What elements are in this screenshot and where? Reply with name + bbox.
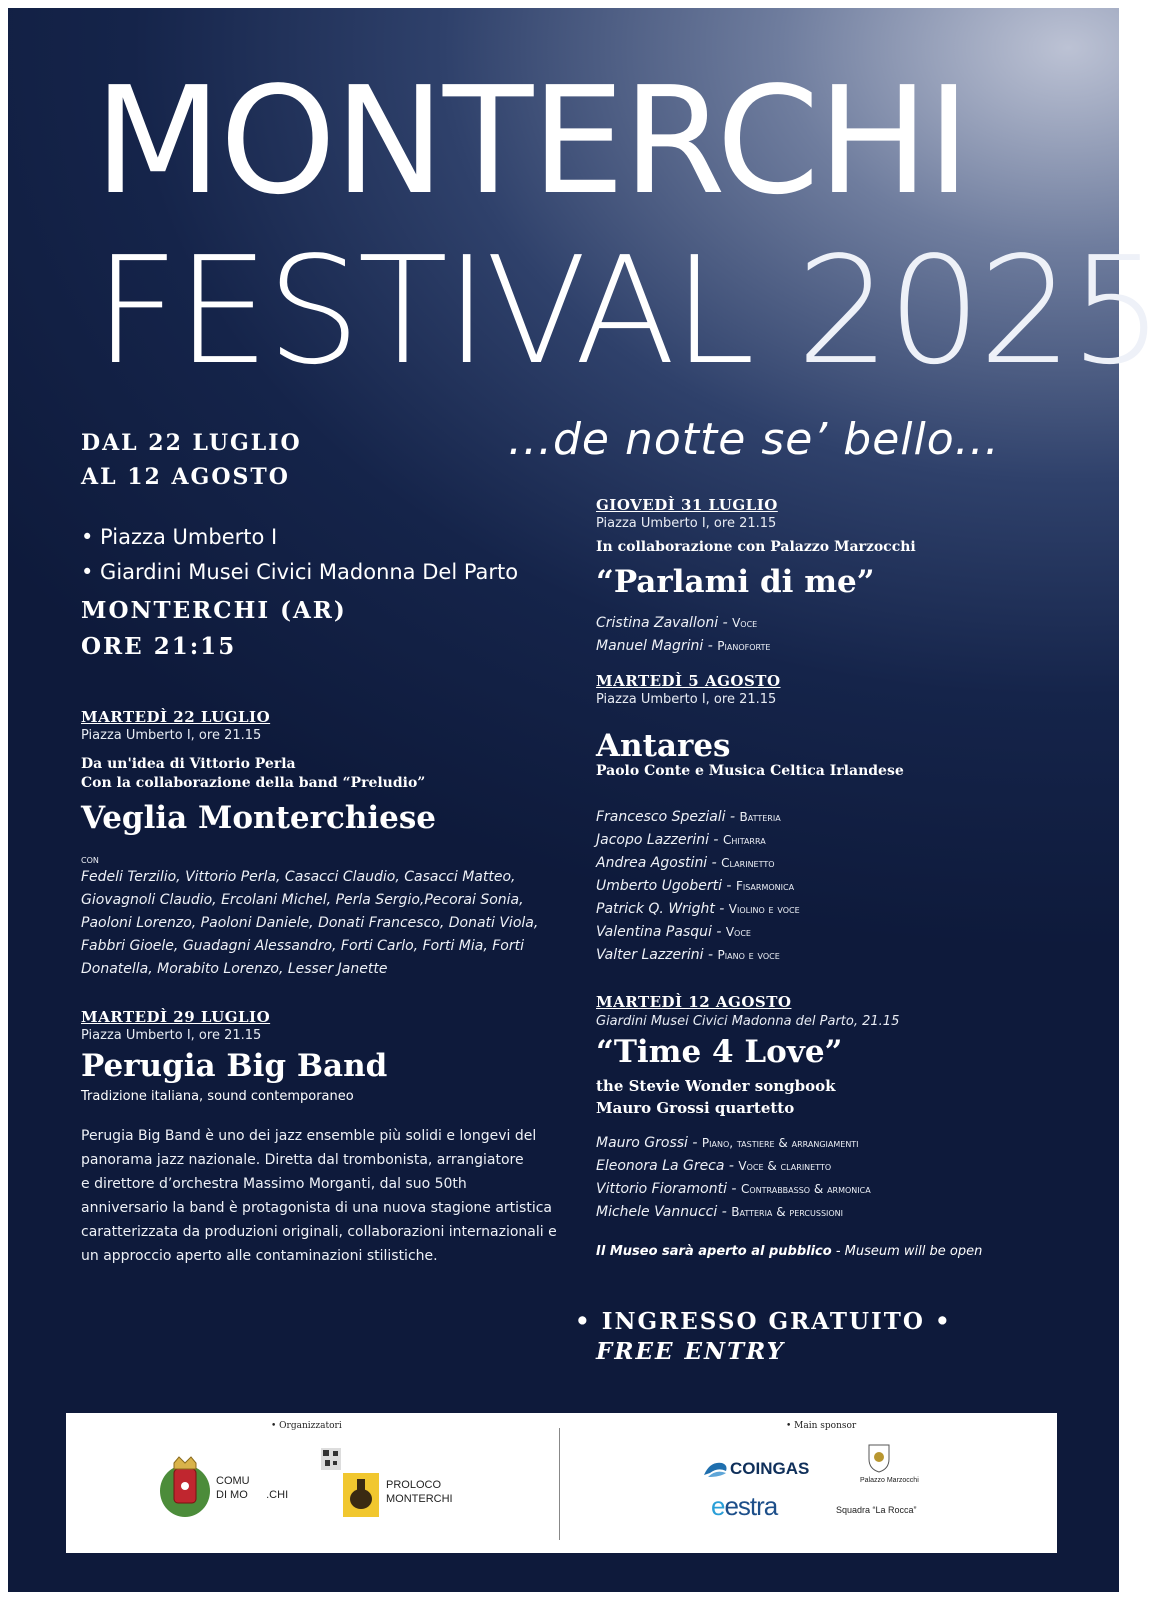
festival-title-line1: MONTERCHI [94, 55, 969, 227]
performer: Michele Vannucci - Batteria & percussioni [596, 1204, 844, 1220]
event2-day: MARTEDÌ 29 LUGLIO [81, 1008, 271, 1026]
event1-con: con [81, 852, 99, 866]
description-line: e direttore d’orchestra Massimo Morganti, dal suo 50th [81, 1176, 467, 1192]
comune-crest-icon [158, 1453, 212, 1519]
poster [8, 8, 1161, 1592]
event5-performers [596, 1132, 871, 1224]
event2-title: Perugia Big Band [81, 1048, 388, 1084]
performer: Valter Lazzerini - Piano e voce [596, 947, 780, 963]
event3-note: In collaborazione con Palazzo Marzocchi [596, 539, 916, 555]
description-line: panorama jazz nazionale. Diretta dal trombonista, arrangiatore [81, 1152, 524, 1168]
event2-place: Piazza Umberto I, ore 21.15 [81, 1028, 262, 1043]
venue-2: • Giardini Musei Civici Madonna Del Parto [81, 560, 519, 584]
event4-performers [596, 806, 800, 967]
event1-title: Veglia Monterchiese [81, 800, 437, 836]
comune-text: COMU DI MO .CHI [216, 1475, 289, 1501]
event1-note1: Da un'idea di Vittorio Perla [81, 756, 296, 772]
proloco-text: PROLOCO MONTERCHI [386, 1479, 453, 1505]
free-entry-en: FREE ENTRY [596, 1338, 786, 1365]
event2-subtitle: Tradizione italiana, sound contemporaneo [81, 1089, 354, 1104]
museum-note [596, 1244, 982, 1259]
event1-note2: Con la collaborazione della band “Preludio” [81, 775, 426, 791]
cast-line: Donatella, Morabito Lorenzo, Lesser Janette [81, 961, 388, 977]
event3-title: “Parlami di me” [596, 564, 875, 600]
performer: Francesco Speziali - Batteria [596, 809, 781, 825]
date-line-2: AL 12 AGOSTO [81, 464, 290, 490]
event4-day: MARTEDÌ 5 AGOSTO [596, 672, 781, 690]
date-line-1: DAL 22 LUGLIO [81, 430, 302, 456]
performer: Jacopo Lazzerini - Chitarra [596, 832, 766, 848]
performer: Cristina Zavalloni - Voce [596, 615, 758, 631]
squadra-text: Squadra “La Rocca” [836, 1505, 917, 1515]
location-block [81, 593, 347, 665]
performer: Vittorio Fioramonti - Contrabbasso & armonica [596, 1181, 871, 1197]
coingas-logo-icon [702, 1459, 730, 1479]
performer: Patrick Q. Wright - Violino e voce [596, 901, 800, 917]
estra-logo: eestra [711, 1491, 778, 1521]
performer: Mauro Grossi - Piano, tastiere & arrangiamenti [596, 1135, 859, 1151]
festival-year: 2025 [796, 225, 1161, 397]
main-sponsor-label: • Main sponsor [786, 1421, 857, 1431]
museum-note-it: Il Museo sarà aperto al pubblico [596, 1244, 832, 1259]
event5-subtitle2: Mauro Grossi quartetto [596, 1099, 795, 1117]
tagline: ...de notte se’ bello... [508, 414, 1000, 465]
estra-text: estra [724, 1491, 778, 1521]
museum-note-en: - Museum will be open [835, 1244, 983, 1259]
description-line: caratterizzata da produzioni originali, collaborazioni internazionali e [81, 1224, 557, 1240]
event1-place: Piazza Umberto I, ore 21.15 [81, 728, 262, 743]
cast-line: Fedeli Terzilio, Vittorio Perla, Casacci Claudio, Casacci Matteo, [81, 869, 516, 885]
festival-title-line2 [94, 226, 1161, 396]
event2-description [81, 1124, 557, 1268]
performer: Manuel Magrini - Pianoforte [596, 638, 771, 654]
sponsor-box [66, 1413, 1057, 1553]
venue-list [81, 520, 518, 590]
event1-cast [81, 866, 538, 981]
palazzo-crest-icon [866, 1443, 892, 1473]
cast-line: Fabbri Gioele, Guadagni Alessandro, Forti Carlo, Forti Mia, Forti [81, 938, 524, 954]
festival-word: FESTIVAL [94, 225, 753, 397]
qr-icon [321, 1448, 341, 1470]
event3-day: GIOVEDÌ 31 LUGLIO [596, 496, 778, 514]
event5-day: MARTEDÌ 12 AGOSTO [596, 993, 792, 1011]
performer: Andrea Agostini - Clarinetto [596, 855, 775, 871]
location-city: MONTERCHI (AR) [81, 597, 347, 624]
venue-1: • Piazza Umberto I [81, 525, 278, 549]
description-line: Perugia Big Band è uno dei jazz ensemble più solidi e longevi del [81, 1128, 537, 1144]
location-time: ORE 21:15 [81, 633, 237, 660]
coingas-text: COINGAS [730, 1459, 810, 1478]
event1-day: MARTEDÌ 22 LUGLIO [81, 708, 271, 726]
cast-line: Giovagnoli Claudio, Ercolani Michel, Perla Sergio,Pecorai Sonia, [81, 892, 524, 908]
event4-subtitle: Paolo Conte e Musica Celtica Irlandese [596, 763, 904, 779]
event5-place: Giardini Musei Civici Madonna del Parto, 21.15 [596, 1014, 900, 1029]
event4-place: Piazza Umberto I, ore 21.15 [596, 692, 777, 707]
description-line: anniversario la band è protagonista di una nuova stagione artistica [81, 1200, 552, 1216]
palazzo-text: Palazzo Marzocchi [860, 1477, 919, 1484]
date-range [81, 426, 302, 494]
organizers-label: • Organizzatori [271, 1421, 342, 1431]
event3-performers [596, 612, 770, 658]
performer: Umberto Ugoberti - Fisarmonica [596, 878, 795, 894]
proloco-logo-icon [343, 1473, 379, 1517]
event4-title: Antares [596, 728, 731, 764]
event5-subtitle1: the Stevie Wonder songbook [596, 1077, 836, 1095]
free-entry-it: • INGRESSO GRATUITO • [575, 1308, 952, 1335]
event3-place: Piazza Umberto I, ore 21.15 [596, 516, 777, 531]
sponsor-divider [559, 1428, 560, 1540]
performer: Eleonora La Greca - Voce & clarinetto [596, 1158, 832, 1174]
cast-line: Paoloni Lorenzo, Paoloni Daniele, Donati Francesco, Donati Viola, [81, 915, 539, 931]
performer: Valentina Pasqui - Voce [596, 924, 751, 940]
description-line: un approccio aperto alle contaminazioni stilistiche. [81, 1248, 438, 1264]
event5-title: “Time 4 Love” [596, 1034, 843, 1070]
